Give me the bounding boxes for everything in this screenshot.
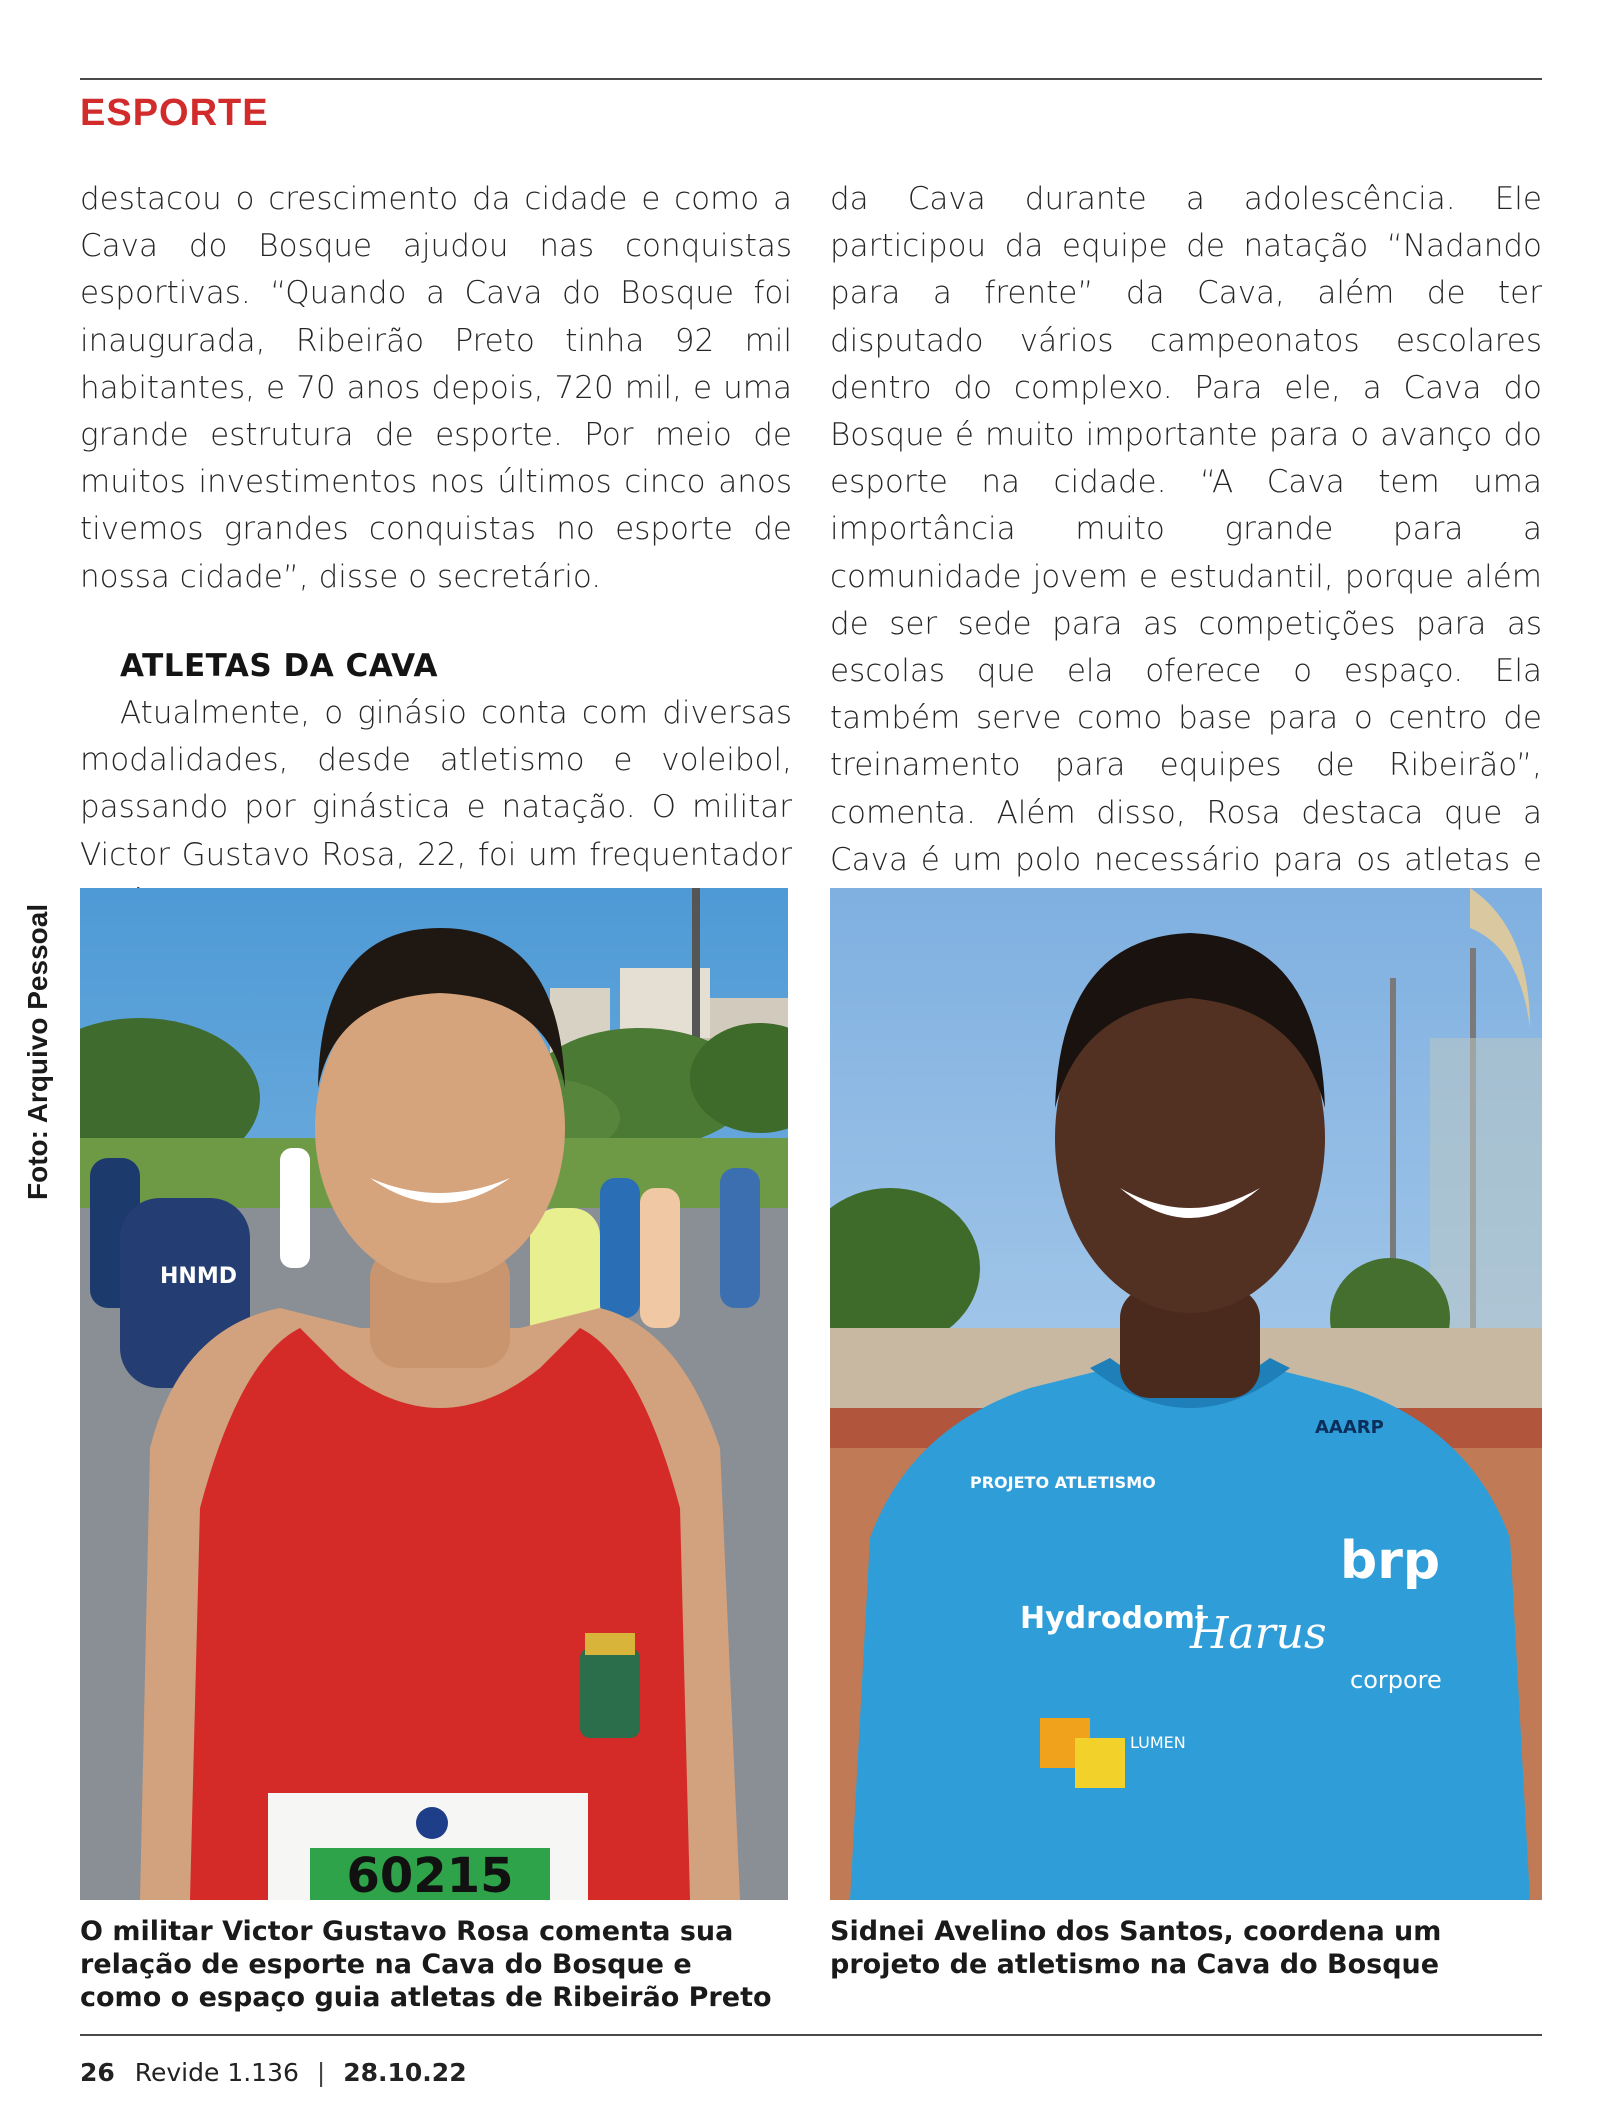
photo-coach-blue-shirt (830, 888, 1542, 1900)
bib-number: 60215 (346, 1848, 514, 1900)
footer-separator: | (316, 2058, 326, 2087)
coach-photo-illustration (830, 888, 1542, 1900)
shirt-logo-hydrodomi: Hydrodomi (1020, 1601, 1206, 1636)
publication-issue: Revide 1.136 (134, 2058, 299, 2087)
athlete-photo-illustration (80, 888, 788, 1900)
article-column-left (80, 176, 792, 926)
shirt-logo-brp: brp (1340, 1531, 1441, 1591)
shirt-logo-aaarp: AAARP (1315, 1417, 1384, 1438)
section-label: ESPORTE (80, 92, 269, 134)
shirt-logo-lumen: LUMEN (1130, 1733, 1186, 1752)
shirt-logo-corpore: corpore (1350, 1666, 1442, 1694)
top-rule (80, 78, 1542, 80)
shirt-logo-harus: Harus (1190, 1608, 1327, 1659)
photo-credit: Foto: Arquivo Pessoal (22, 903, 53, 1200)
photo-caption-right: Sidnei Avelino dos Santos, coordena um projeto de atletismo na Cava do Bosque (830, 1916, 1442, 1980)
issue-date: 28.10.22 (343, 2058, 467, 2087)
paragraph: Atualmente, o ginásio conta com diversas modalidades, desde atletismo e voleibol, passando por ginástica e natação. O militar Victor Gustavo Rosa, 22, foi um frequentador (80, 695, 792, 873)
photo-caption-left: O militar Victor Gustavo Rosa comenta sua relação de esporte na Cava do Bosque e como o espaço guia atletas de Ribeirão Preto (80, 1916, 772, 2013)
shirt-text: HNMD (160, 1264, 237, 1289)
shirt-logo-projeto: PROJETO ATLETISMO (970, 1473, 1156, 1492)
page-footer (80, 2058, 467, 2087)
page-number: 26 (80, 2058, 115, 2087)
article-column-right (830, 176, 1542, 931)
paragraph: destacou o crescimento da cidade e como a Cava do Bosque ajudou nas conquistas esportivas. “Quando a Cava do Bosque foi inaugurada, Ribeirão Preto tinha 92 mil habitantes, e 70 anos depois, 720 mil, e uma grande estrutura de esporte. Por meio de muitos investimentos nos últimos cinco anos tivemos grandes conquistas no esporte de nossa cidade”, disse o secretário. (80, 181, 792, 595)
subheading: ATLETAS DA CAVA (120, 647, 439, 684)
bottom-rule (80, 2034, 1542, 2036)
paragraph: da Cava durante a adolescência. Ele participou da equipe de natação “Nadando para a frente” da Cava, além de ter disputado vários campeonatos escolares dentro do complexo. Para ele, a Cava do Bosque é muito importante para o avanço do esporte na cidade. “A Cava tem uma importância muito grande para a comunidade jovem e estudantil, porque além de ser sede para as competições para as escolas que ela oferece o espaço. Ela também serve como base para o centro de treinamento para equipes de Ribeirão”, comenta. Além disso, Rosa destaca que a Cava é um polo necessário para os atletas e (830, 181, 1542, 878)
photo-athlete-red-shirt (80, 888, 788, 1900)
